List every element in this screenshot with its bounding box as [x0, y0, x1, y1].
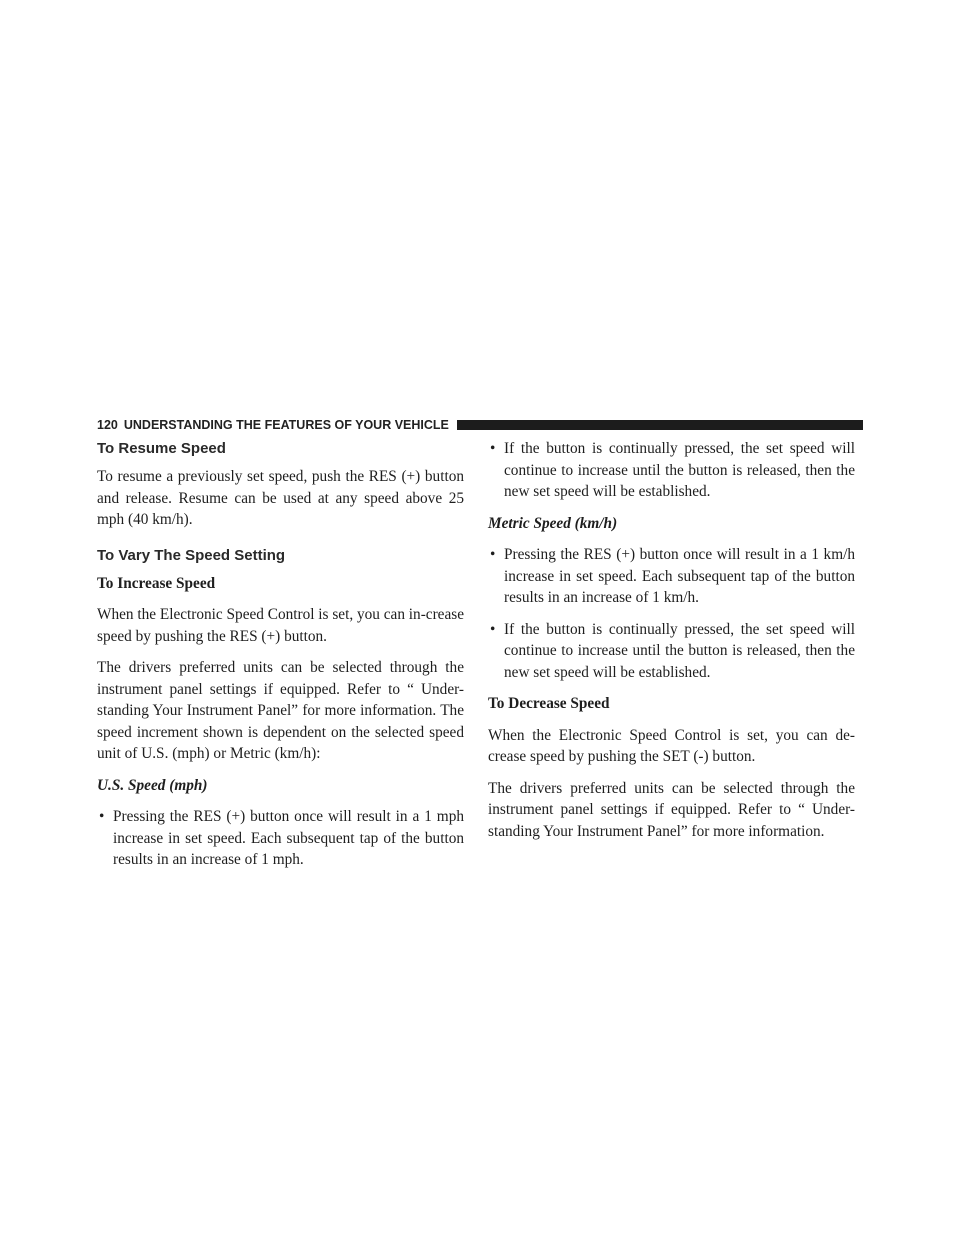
bullet-icon: •: [99, 808, 105, 825]
bullet-icon: •: [490, 620, 496, 638]
bullet-icon: •: [490, 546, 496, 563]
page-header: [97, 418, 863, 432]
paragraph-resume: To resume a previously set speed, push the RES (+) button and release. Resume can be used at any speed above 25 mph (40 km/h).: [97, 468, 464, 528]
list-item: [488, 619, 855, 684]
paragraph-decrease: When the Electronic Speed Control is set, you can de-crease speed by pushing the SET (-) button.: [488, 726, 855, 765]
right-column: [488, 438, 855, 852]
subheading-decrease-speed: To Decrease Speed: [488, 695, 610, 712]
list-item-text: Pressing the RES (+) button once will result in a 1 km/h increase in set speed. Each subsequent tap of the button results in an increase of 1 km/h.: [504, 546, 855, 606]
list-item-text: Pressing the RES (+) button once will result in a 1 mph increase in set speed. Each subsequent tap of the button results in an increase of 1 mph.: [113, 808, 464, 868]
us-speed-list-continued: [488, 438, 855, 503]
subheading-metric-speed: Metric Speed (km/h): [488, 514, 618, 532]
list-item: [488, 438, 855, 503]
bullet-icon: •: [490, 440, 496, 457]
paragraph-units-2: The drivers preferred units can be selected through the instrument panel settings if equipped. Refer to “ Under-standing Your Instrument Panel” for more information.: [488, 779, 855, 840]
subheading-us-speed: U.S. Speed (mph): [97, 776, 208, 794]
page-number: 120: [97, 418, 118, 432]
list-item: [97, 806, 464, 871]
list-item-text: If the button is continually pressed, the set speed will continue to increase until the button is released, then the new set speed will be established.: [504, 440, 855, 500]
us-speed-list: [97, 806, 464, 871]
header-rule: [457, 420, 863, 430]
metric-speed-list: [488, 544, 855, 683]
paragraph-units: The drivers preferred units can be selected through the instrument panel settings if equipped. Refer to “ Under-standing Your Instrument Panel” for more information. The speed increment shown is dependent on the selected speed unit of U.S. (mph) or Metric (km/h):: [97, 659, 464, 762]
section-title: UNDERSTANDING THE FEATURES OF YOUR VEHICLE: [123, 418, 449, 432]
heading-vary-speed: To Vary The Speed Setting: [97, 546, 286, 564]
heading-resume-speed: To Resume Speed: [97, 440, 226, 457]
left-column: [97, 438, 464, 881]
list-item: [488, 544, 855, 609]
paragraph-increase: When the Electronic Speed Control is set, you can in-crease speed by pushing the RES (+) button.: [97, 606, 464, 645]
subheading-increase-speed: To Increase Speed: [97, 574, 216, 592]
list-item-text: If the button is continually pressed, the set speed will continue to increase until the button is released, then the new set speed will be established.: [504, 620, 855, 681]
